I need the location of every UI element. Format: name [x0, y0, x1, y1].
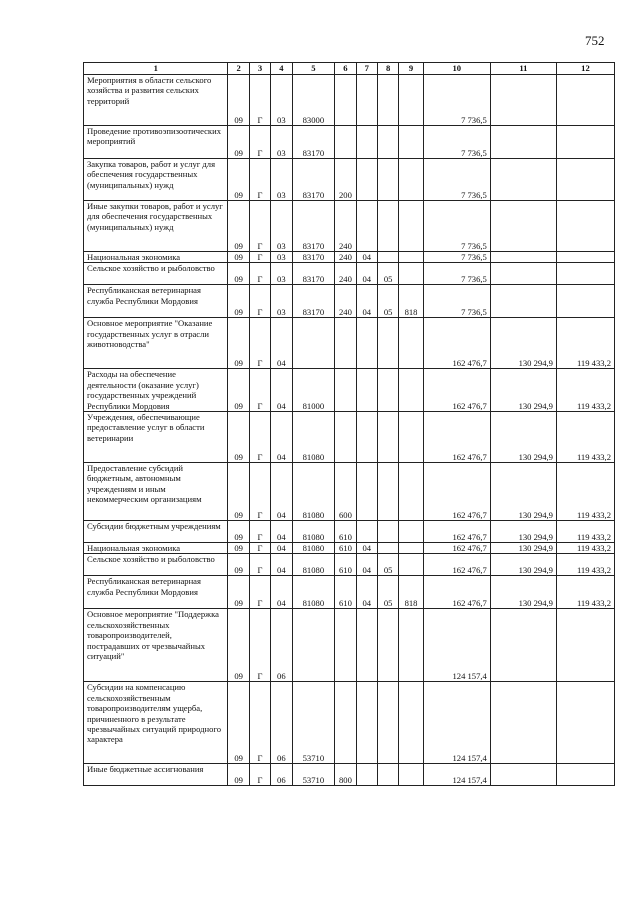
cell-col-12: 119 433,2: [556, 369, 614, 412]
cell-col-6: [335, 369, 356, 412]
cell-col-9: [399, 318, 423, 369]
cell-col-9: [399, 764, 423, 786]
cell-col-4: 04: [271, 463, 292, 521]
cell-col-12: [556, 285, 614, 318]
table-row: [84, 252, 615, 263]
cell-col-12: [556, 682, 614, 764]
cell-col-10: 162 476,7: [423, 576, 490, 609]
cell-col-2: 09: [228, 318, 249, 369]
cell-col-3: Г: [249, 521, 270, 543]
cell-col-7: 04: [356, 543, 377, 554]
cell-col-2: 09: [228, 609, 249, 682]
cell-col-10: 7 736,5: [423, 75, 490, 126]
row-name-cell: Национальная экономика: [84, 252, 228, 263]
table-row: [84, 159, 615, 201]
cell-col-11: [490, 75, 556, 126]
cell-col-7: 04: [356, 285, 377, 318]
col-header-9: 9: [399, 63, 423, 75]
cell-col-5: 83000: [292, 75, 335, 126]
cell-col-9: [399, 263, 423, 285]
cell-col-12: [556, 764, 614, 786]
cell-col-3: Г: [249, 75, 270, 126]
cell-col-10: 162 476,7: [423, 369, 490, 412]
cell-col-7: 04: [356, 263, 377, 285]
cell-col-6: [335, 609, 356, 682]
cell-col-2: 09: [228, 412, 249, 463]
table-body: [84, 75, 615, 786]
col-header-5: 5: [292, 63, 335, 75]
cell-col-3: Г: [249, 369, 270, 412]
cell-col-2: 09: [228, 285, 249, 318]
cell-col-7: [356, 126, 377, 159]
cell-col-5: 83170: [292, 263, 335, 285]
cell-col-4: 06: [271, 682, 292, 764]
cell-col-2: 09: [228, 252, 249, 263]
cell-col-10: 124 157,4: [423, 609, 490, 682]
cell-col-11: [490, 263, 556, 285]
cell-col-8: [377, 682, 398, 764]
cell-col-6: [335, 75, 356, 126]
cell-col-5: 81080: [292, 576, 335, 609]
cell-col-8: [377, 369, 398, 412]
cell-col-2: 09: [228, 263, 249, 285]
cell-col-8: [377, 412, 398, 463]
col-header-8: 8: [377, 63, 398, 75]
cell-col-6: [335, 412, 356, 463]
cell-col-10: 7 736,5: [423, 285, 490, 318]
cell-col-5: 81080: [292, 554, 335, 576]
cell-col-6: 610: [335, 576, 356, 609]
cell-col-8: [377, 201, 398, 252]
cell-col-3: Г: [249, 463, 270, 521]
cell-col-3: Г: [249, 252, 270, 263]
row-name-cell: Республиканская ветеринарная служба Республики Мордовия: [84, 576, 228, 609]
cell-col-2: 09: [228, 126, 249, 159]
cell-col-3: Г: [249, 554, 270, 576]
cell-col-6: 240: [335, 252, 356, 263]
cell-col-2: 09: [228, 554, 249, 576]
cell-col-7: [356, 201, 377, 252]
table-row: [84, 576, 615, 609]
cell-col-5: 53710: [292, 682, 335, 764]
cell-col-10: 124 157,4: [423, 682, 490, 764]
cell-col-3: Г: [249, 263, 270, 285]
cell-col-7: [356, 369, 377, 412]
cell-col-7: [356, 521, 377, 543]
cell-col-5: 83170: [292, 126, 335, 159]
cell-col-12: 119 433,2: [556, 412, 614, 463]
cell-col-4: 03: [271, 126, 292, 159]
row-name-cell: Республиканская ветеринарная служба Республики Мордовия: [84, 285, 228, 318]
cell-col-7: 04: [356, 576, 377, 609]
cell-col-8: [377, 318, 398, 369]
cell-col-6: 240: [335, 201, 356, 252]
row-name-cell: Сельское хозяйство и рыболовство: [84, 554, 228, 576]
col-header-4: 4: [271, 63, 292, 75]
cell-col-2: 09: [228, 764, 249, 786]
cell-col-9: [399, 463, 423, 521]
col-header-7: 7: [356, 63, 377, 75]
row-name-cell: Иные закупки товаров, работ и услуг для обеспечения государственных (муниципальных) нужд: [84, 201, 228, 252]
cell-col-3: Г: [249, 412, 270, 463]
cell-col-7: [356, 75, 377, 126]
cell-col-8: [377, 75, 398, 126]
cell-col-12: [556, 159, 614, 201]
cell-col-12: [556, 126, 614, 159]
cell-col-9: [399, 75, 423, 126]
cell-col-6: [335, 126, 356, 159]
cell-col-10: 124 157,4: [423, 764, 490, 786]
cell-col-10: 162 476,7: [423, 318, 490, 369]
row-name-cell: Национальная экономика: [84, 543, 228, 554]
cell-col-3: Г: [249, 609, 270, 682]
cell-col-3: Г: [249, 201, 270, 252]
cell-col-9: [399, 543, 423, 554]
row-name-cell: Субсидии на компенсацию сельскохозяйственным товаропроизводителям ущерба, причиненного в результате чрезвычайных ситуаций природного характера: [84, 682, 228, 764]
cell-col-7: [356, 682, 377, 764]
page-number: 752: [585, 33, 605, 48]
cell-col-5: 83170: [292, 285, 335, 318]
cell-col-9: [399, 126, 423, 159]
cell-col-7: [356, 412, 377, 463]
cell-col-9: [399, 609, 423, 682]
cell-col-10: 162 476,7: [423, 554, 490, 576]
cell-col-6: 800: [335, 764, 356, 786]
cell-col-10: 7 736,5: [423, 252, 490, 263]
cell-col-3: Г: [249, 318, 270, 369]
row-name-cell: Основное мероприятие "Оказание государственных услуг в отрасли животноводства": [84, 318, 228, 369]
cell-col-11: 130 294,9: [490, 369, 556, 412]
table-row: [84, 318, 615, 369]
cell-col-3: Г: [249, 543, 270, 554]
cell-col-12: 119 433,2: [556, 576, 614, 609]
table-row: [84, 412, 615, 463]
header-row: [84, 63, 615, 75]
cell-col-9: [399, 682, 423, 764]
cell-col-11: [490, 764, 556, 786]
cell-col-11: [490, 126, 556, 159]
cell-col-11: 130 294,9: [490, 318, 556, 369]
cell-col-7: 04: [356, 554, 377, 576]
cell-col-5: 81080: [292, 463, 335, 521]
cell-col-12: [556, 252, 614, 263]
cell-col-10: 162 476,7: [423, 543, 490, 554]
cell-col-2: 09: [228, 201, 249, 252]
cell-col-2: 09: [228, 75, 249, 126]
cell-col-11: [490, 609, 556, 682]
cell-col-2: 09: [228, 369, 249, 412]
row-name-cell: Субсидии бюджетным учреждениям: [84, 521, 228, 543]
cell-col-7: 04: [356, 252, 377, 263]
cell-col-4: 06: [271, 609, 292, 682]
col-header-6: 6: [335, 63, 356, 75]
cell-col-9: [399, 554, 423, 576]
cell-col-11: [490, 201, 556, 252]
cell-col-4: 04: [271, 554, 292, 576]
cell-col-11: 130 294,9: [490, 521, 556, 543]
row-name-cell: Сельское хозяйство и рыболовство: [84, 263, 228, 285]
cell-col-10: 7 736,5: [423, 201, 490, 252]
cell-col-4: 04: [271, 369, 292, 412]
cell-col-8: [377, 126, 398, 159]
table-row: [84, 609, 615, 682]
table-row: [84, 554, 615, 576]
table-row: [84, 682, 615, 764]
cell-col-8: 05: [377, 263, 398, 285]
cell-col-12: [556, 201, 614, 252]
cell-col-8: 05: [377, 285, 398, 318]
table-row: [84, 126, 615, 159]
table-row: [84, 263, 615, 285]
cell-col-5: 81080: [292, 412, 335, 463]
table-row: [84, 521, 615, 543]
cell-col-11: 130 294,9: [490, 412, 556, 463]
cell-col-2: 09: [228, 576, 249, 609]
cell-col-6: 610: [335, 521, 356, 543]
cell-col-6: 240: [335, 285, 356, 318]
col-header-11: 11: [490, 63, 556, 75]
row-name-cell: Закупка товаров, работ и услуг для обеспечения государственных (муниципальных) нужд: [84, 159, 228, 201]
cell-col-7: [356, 609, 377, 682]
cell-col-6: [335, 318, 356, 369]
cell-col-8: 05: [377, 554, 398, 576]
cell-col-3: Г: [249, 576, 270, 609]
table-row: [84, 201, 615, 252]
cell-col-4: 04: [271, 412, 292, 463]
cell-col-4: 03: [271, 252, 292, 263]
cell-col-7: [356, 764, 377, 786]
cell-col-9: [399, 252, 423, 263]
cell-col-10: 162 476,7: [423, 521, 490, 543]
cell-col-7: [356, 159, 377, 201]
row-name-cell: Проведение противоэпизоотических мероприятий: [84, 126, 228, 159]
cell-col-3: Г: [249, 159, 270, 201]
table-row: [84, 285, 615, 318]
cell-col-8: [377, 609, 398, 682]
cell-col-5: 83170: [292, 201, 335, 252]
cell-col-12: [556, 609, 614, 682]
cell-col-9: 818: [399, 285, 423, 318]
row-name-cell: Учреждения, обеспечивающие предоставление услуг в области ветеринарии: [84, 412, 228, 463]
cell-col-6: 600: [335, 463, 356, 521]
cell-col-10: 162 476,7: [423, 412, 490, 463]
table-row: [84, 463, 615, 521]
cell-col-5: 81080: [292, 543, 335, 554]
cell-col-12: 119 433,2: [556, 521, 614, 543]
cell-col-6: 240: [335, 263, 356, 285]
cell-col-5: [292, 609, 335, 682]
cell-col-8: [377, 764, 398, 786]
cell-col-8: 05: [377, 576, 398, 609]
cell-col-5: 83170: [292, 159, 335, 201]
cell-col-5: [292, 318, 335, 369]
cell-col-2: 09: [228, 463, 249, 521]
cell-col-3: Г: [249, 126, 270, 159]
cell-col-2: 09: [228, 682, 249, 764]
cell-col-4: 04: [271, 318, 292, 369]
row-name-cell: Иные бюджетные ассигнования: [84, 764, 228, 786]
table-row: [84, 75, 615, 126]
cell-col-11: [490, 682, 556, 764]
cell-col-8: [377, 521, 398, 543]
cell-col-6: 200: [335, 159, 356, 201]
cell-col-5: 81000: [292, 369, 335, 412]
cell-col-11: 130 294,9: [490, 463, 556, 521]
cell-col-8: [377, 159, 398, 201]
col-header-12: 12: [556, 63, 614, 75]
cell-col-5: 81080: [292, 521, 335, 543]
cell-col-11: [490, 285, 556, 318]
cell-col-4: 03: [271, 263, 292, 285]
cell-col-9: [399, 521, 423, 543]
cell-col-9: [399, 412, 423, 463]
col-header-1: 1: [84, 63, 228, 75]
cell-col-12: 119 433,2: [556, 554, 614, 576]
cell-col-3: Г: [249, 682, 270, 764]
cell-col-7: [356, 463, 377, 521]
table-row: [84, 543, 615, 554]
cell-col-4: 04: [271, 543, 292, 554]
cell-col-8: [377, 463, 398, 521]
cell-col-10: 162 476,7: [423, 463, 490, 521]
row-name-cell: Предоставление субсидий бюджетным, автономным учреждениям и иным некоммерческим организациям: [84, 463, 228, 521]
budget-table: [83, 62, 615, 786]
cell-col-12: 119 433,2: [556, 463, 614, 521]
cell-col-11: 130 294,9: [490, 576, 556, 609]
cell-col-10: 7 736,5: [423, 159, 490, 201]
cell-col-3: Г: [249, 285, 270, 318]
cell-col-2: 09: [228, 543, 249, 554]
col-header-2: 2: [228, 63, 249, 75]
cell-col-6: [335, 682, 356, 764]
cell-col-3: Г: [249, 764, 270, 786]
cell-col-6: 610: [335, 554, 356, 576]
cell-col-2: 09: [228, 159, 249, 201]
cell-col-12: 119 433,2: [556, 543, 614, 554]
cell-col-11: [490, 159, 556, 201]
cell-col-9: [399, 159, 423, 201]
cell-col-12: 119 433,2: [556, 318, 614, 369]
cell-col-9: 818: [399, 576, 423, 609]
cell-col-4: 04: [271, 521, 292, 543]
cell-col-9: [399, 201, 423, 252]
cell-col-8: [377, 252, 398, 263]
table-row: [84, 764, 615, 786]
cell-col-4: 03: [271, 75, 292, 126]
row-name-cell: Мероприятия в области сельского хозяйства и развития сельских территорий: [84, 75, 228, 126]
cell-col-5: 53710: [292, 764, 335, 786]
cell-col-9: [399, 369, 423, 412]
cell-col-4: 06: [271, 764, 292, 786]
cell-col-6: 610: [335, 543, 356, 554]
cell-col-7: [356, 318, 377, 369]
cell-col-5: 83170: [292, 252, 335, 263]
cell-col-12: [556, 263, 614, 285]
col-header-10: 10: [423, 63, 490, 75]
table-row: [84, 369, 615, 412]
cell-col-10: 7 736,5: [423, 263, 490, 285]
row-name-cell: Основное мероприятие "Поддержка сельскохозяйственных товаропроизводителей, пострадавших от чрезвычайных ситуаций": [84, 609, 228, 682]
cell-col-11: [490, 252, 556, 263]
cell-col-12: [556, 75, 614, 126]
cell-col-4: 03: [271, 201, 292, 252]
row-name-cell: Расходы на обеспечение деятельности (оказание услуг) государственных учреждений Республики Мордовия: [84, 369, 228, 412]
cell-col-10: 7 736,5: [423, 126, 490, 159]
cell-col-4: 04: [271, 576, 292, 609]
col-header-3: 3: [249, 63, 270, 75]
cell-col-2: 09: [228, 521, 249, 543]
cell-col-4: 03: [271, 159, 292, 201]
cell-col-11: 130 294,9: [490, 543, 556, 554]
cell-col-11: 130 294,9: [490, 554, 556, 576]
cell-col-4: 03: [271, 285, 292, 318]
cell-col-8: [377, 543, 398, 554]
